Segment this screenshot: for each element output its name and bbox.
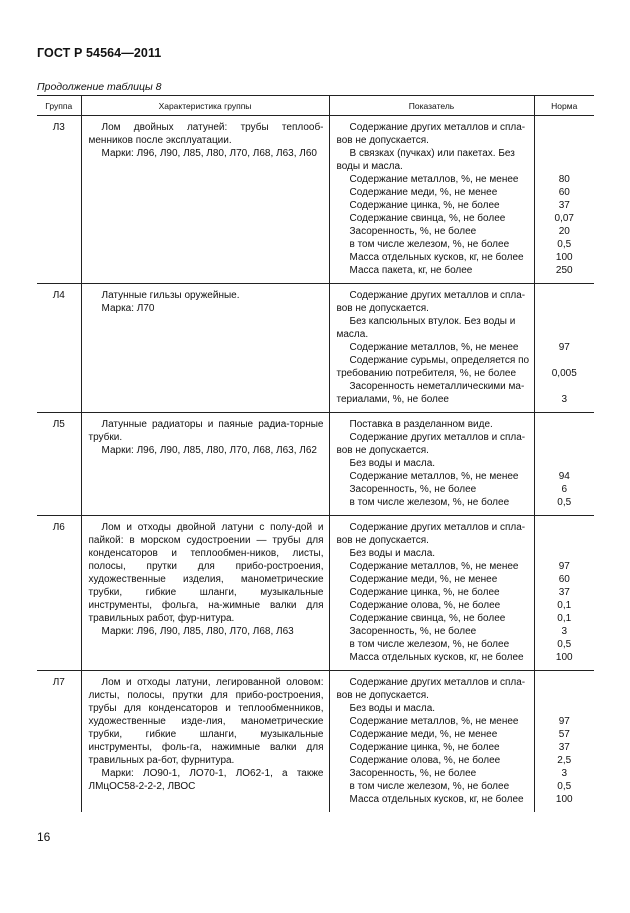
- norm-value: 37: [558, 587, 570, 598]
- indicator-text: в том числе железом, %, не более: [349, 239, 510, 250]
- indicator-text: Содержание свинца, %, не более: [349, 613, 506, 624]
- indicator-text: Без воды и масла.: [349, 548, 436, 559]
- indicator-text: Без капсюльных втулок. Без воды и масла.: [336, 316, 516, 340]
- norm-value: 37: [558, 200, 570, 211]
- description-text: Латунные радиаторы и паяные радиа-торные трубки.: [88, 419, 324, 443]
- norm-value: 3: [561, 768, 568, 779]
- norm-value: 100: [555, 252, 573, 263]
- norm-value: 3: [561, 626, 568, 637]
- indicator-cell: [329, 284, 534, 413]
- indicator-cell: [329, 516, 534, 671]
- indicator-text: Засоренность, %, не более: [349, 626, 477, 637]
- norm-value: 100: [555, 652, 573, 663]
- norm-cell: [534, 516, 594, 671]
- indicator-text: Содержание сурьмы, определяется по требованию потребителя, %, не более: [336, 355, 530, 379]
- group-description: [81, 516, 329, 671]
- indicator-text: Без воды и масла.: [349, 703, 436, 714]
- norm-cell: [534, 413, 594, 516]
- indicator-text: Содержание других металлов и спла-вов не допускается.: [336, 290, 526, 314]
- standards-table: [37, 95, 594, 812]
- column-header-group: Группа: [37, 96, 81, 116]
- norm-value: 0,5: [557, 781, 572, 792]
- description-grades: Марки: Л96, Л90, Л85, Л80, Л70, Л68, Л63, Л62: [101, 445, 317, 456]
- table-row: [37, 116, 594, 284]
- column-header-indicator: Показатель: [329, 96, 534, 116]
- group-description: [81, 671, 329, 813]
- norm-value: 100: [555, 794, 573, 805]
- norm-value: 80: [558, 174, 570, 185]
- indicator-text: Содержание металлов, %, не менее: [349, 716, 519, 727]
- indicator-text: Содержание меди, %, не менее: [349, 729, 498, 740]
- indicator-cell: [329, 671, 534, 813]
- indicator-text: Содержание других металлов и спла-вов не допускается.: [336, 677, 526, 701]
- group-code: Л3: [37, 116, 81, 284]
- description-grades: Марка: Л70: [101, 303, 155, 314]
- norm-value: 0,1: [557, 600, 572, 611]
- indicator-text: Содержание других металлов и спла-вов не допускается.: [336, 522, 526, 546]
- indicator-text: Содержание меди, %, не менее: [349, 574, 498, 585]
- page-number: 16: [37, 830, 51, 844]
- norm-value: 0,005: [551, 368, 577, 379]
- norm-value: 60: [558, 574, 570, 585]
- document-title: ГОСТ Р 54564—2011: [37, 46, 162, 60]
- indicator-text: в том числе железом, %, не более: [349, 781, 510, 792]
- table-continuation-caption: Продолжение таблицы 8: [37, 81, 162, 93]
- norm-cell: [534, 116, 594, 284]
- indicator-text: Содержание цинка, %, не более: [349, 587, 500, 598]
- norm-value: 0,5: [557, 639, 572, 650]
- indicator-cell: [329, 116, 534, 284]
- group-code: Л7: [52, 677, 65, 688]
- table-row: [37, 516, 594, 671]
- description-grades: Марки: ЛО90-1, ЛО70-1, ЛО62-1, а также ЛМцОС58-2-2-2, ЛВОС: [88, 768, 324, 792]
- norm-value: 57: [558, 729, 570, 740]
- description-text: Лом и отходы двойной латуни с полу-дой и пайкой: в морском судостроении — трубы для конденсаторов и теплообмен-ников, листы, полосы, прутки для прибо-ростроения, художественные изделия, манометрические трубки, гибкие шланги, музыкальные инструменты, фольга, на-жимные валки для травильных работ, фур-нитура.: [88, 522, 324, 624]
- norm-value: 97: [558, 342, 570, 353]
- norm-value: 250: [555, 265, 573, 276]
- description-text: Лом двойных латуней: трубы теплооб-менников после эксплуатации.: [88, 122, 324, 146]
- indicator-text: Содержание металлов, %, не менее: [349, 342, 519, 353]
- indicator-text: Содержание металлов, %, не менее: [349, 174, 519, 185]
- group-code: Л4: [37, 284, 81, 413]
- indicator-text: Поставка в разделанном виде.: [349, 419, 493, 430]
- indicator-text: В связках (пучках) или пакетах. Без воды и масла.: [336, 148, 515, 172]
- norm-value: 0,5: [557, 239, 572, 250]
- indicator-cell: [329, 413, 534, 516]
- table-header-row: [37, 96, 594, 116]
- table-row: [37, 284, 594, 413]
- norm-value: 97: [558, 561, 570, 572]
- indicator-text: Засоренность неметаллическими ма-териалами, %, не более: [336, 381, 525, 405]
- norm-value: 20: [558, 226, 570, 237]
- norm-cell: [534, 284, 594, 413]
- indicator-text: Содержание металлов, %, не менее: [349, 561, 519, 572]
- norm-value: 37: [558, 742, 570, 753]
- norm-value: 97: [558, 716, 570, 727]
- description-grades: Марки: Л96, Л90, Л85, Л80, Л70, Л68, Л63, Л60: [101, 148, 317, 159]
- group-description: [81, 116, 329, 284]
- indicator-text: Содержание цинка, %, не более: [349, 200, 500, 211]
- group-code: Л5: [37, 413, 81, 516]
- description-text: Латунные гильзы оружейные.: [101, 290, 240, 301]
- norm-cell: [534, 671, 594, 813]
- norm-value: 3: [561, 394, 568, 405]
- norm-value: 0,1: [557, 613, 572, 624]
- indicator-text: Засоренность, %, не более: [349, 484, 477, 495]
- indicator-text: Масса отдельных кусков, кг, не более: [349, 252, 524, 263]
- indicator-text: Засоренность, %, не более: [349, 768, 477, 779]
- norm-value: 2,5: [557, 755, 572, 766]
- norm-value: 0,07: [554, 213, 574, 224]
- indicator-text: Содержание других металлов и спла-вов не допускается.: [336, 122, 526, 146]
- column-header-characteristic: Характеристика группы: [81, 96, 329, 116]
- table-row: [37, 413, 594, 516]
- description-grades: Марки: Л96, Л90, Л85, Л80, Л70, Л68, Л63: [101, 626, 294, 637]
- indicator-text: Масса отдельных кусков, кг, не более: [349, 652, 524, 663]
- indicator-text: Засоренность, %, не более: [349, 226, 477, 237]
- norm-value: 0,5: [557, 497, 572, 508]
- group-code: Л6: [37, 516, 81, 671]
- indicator-text: Без воды и масла.: [349, 458, 436, 469]
- indicator-text: Содержание свинца, %, не более: [349, 213, 506, 224]
- norm-value: 6: [561, 484, 568, 495]
- indicator-text: Содержание других металлов и спла-вов не допускается.: [336, 432, 526, 456]
- group-description: [81, 413, 329, 516]
- description-text: Лом и отходы латуни, легированной оловом: листы, полосы, прутки для прибо-ростроения, трубы для конденсаторов и теплообменников, художественные изде-лия, манометрические трубки, гибкие шланги, музыкальные инструменты, фоль-га, нажимные валки для травильных ра-бот, фурнитура.: [88, 677, 324, 766]
- table-row: [37, 671, 594, 813]
- indicator-text: в том числе железом, %, не более: [349, 497, 510, 508]
- indicator-text: Масса пакета, кг, не более: [349, 265, 473, 276]
- group-description: [81, 284, 329, 413]
- indicator-text: Содержание цинка, %, не более: [349, 742, 500, 753]
- indicator-text: в том числе железом, %, не более: [349, 639, 510, 650]
- indicator-text: Содержание олова, %, не более: [349, 600, 501, 611]
- norm-value: 94: [558, 471, 570, 482]
- indicator-text: Масса отдельных кусков, кг, не более: [349, 794, 524, 805]
- norm-value: 60: [558, 187, 570, 198]
- indicator-text: Содержание металлов, %, не менее: [349, 471, 519, 482]
- indicator-text: Содержание олова, %, не более: [349, 755, 501, 766]
- indicator-text: Содержание меди, %, не менее: [349, 187, 498, 198]
- column-header-norm: Норма: [534, 96, 594, 116]
